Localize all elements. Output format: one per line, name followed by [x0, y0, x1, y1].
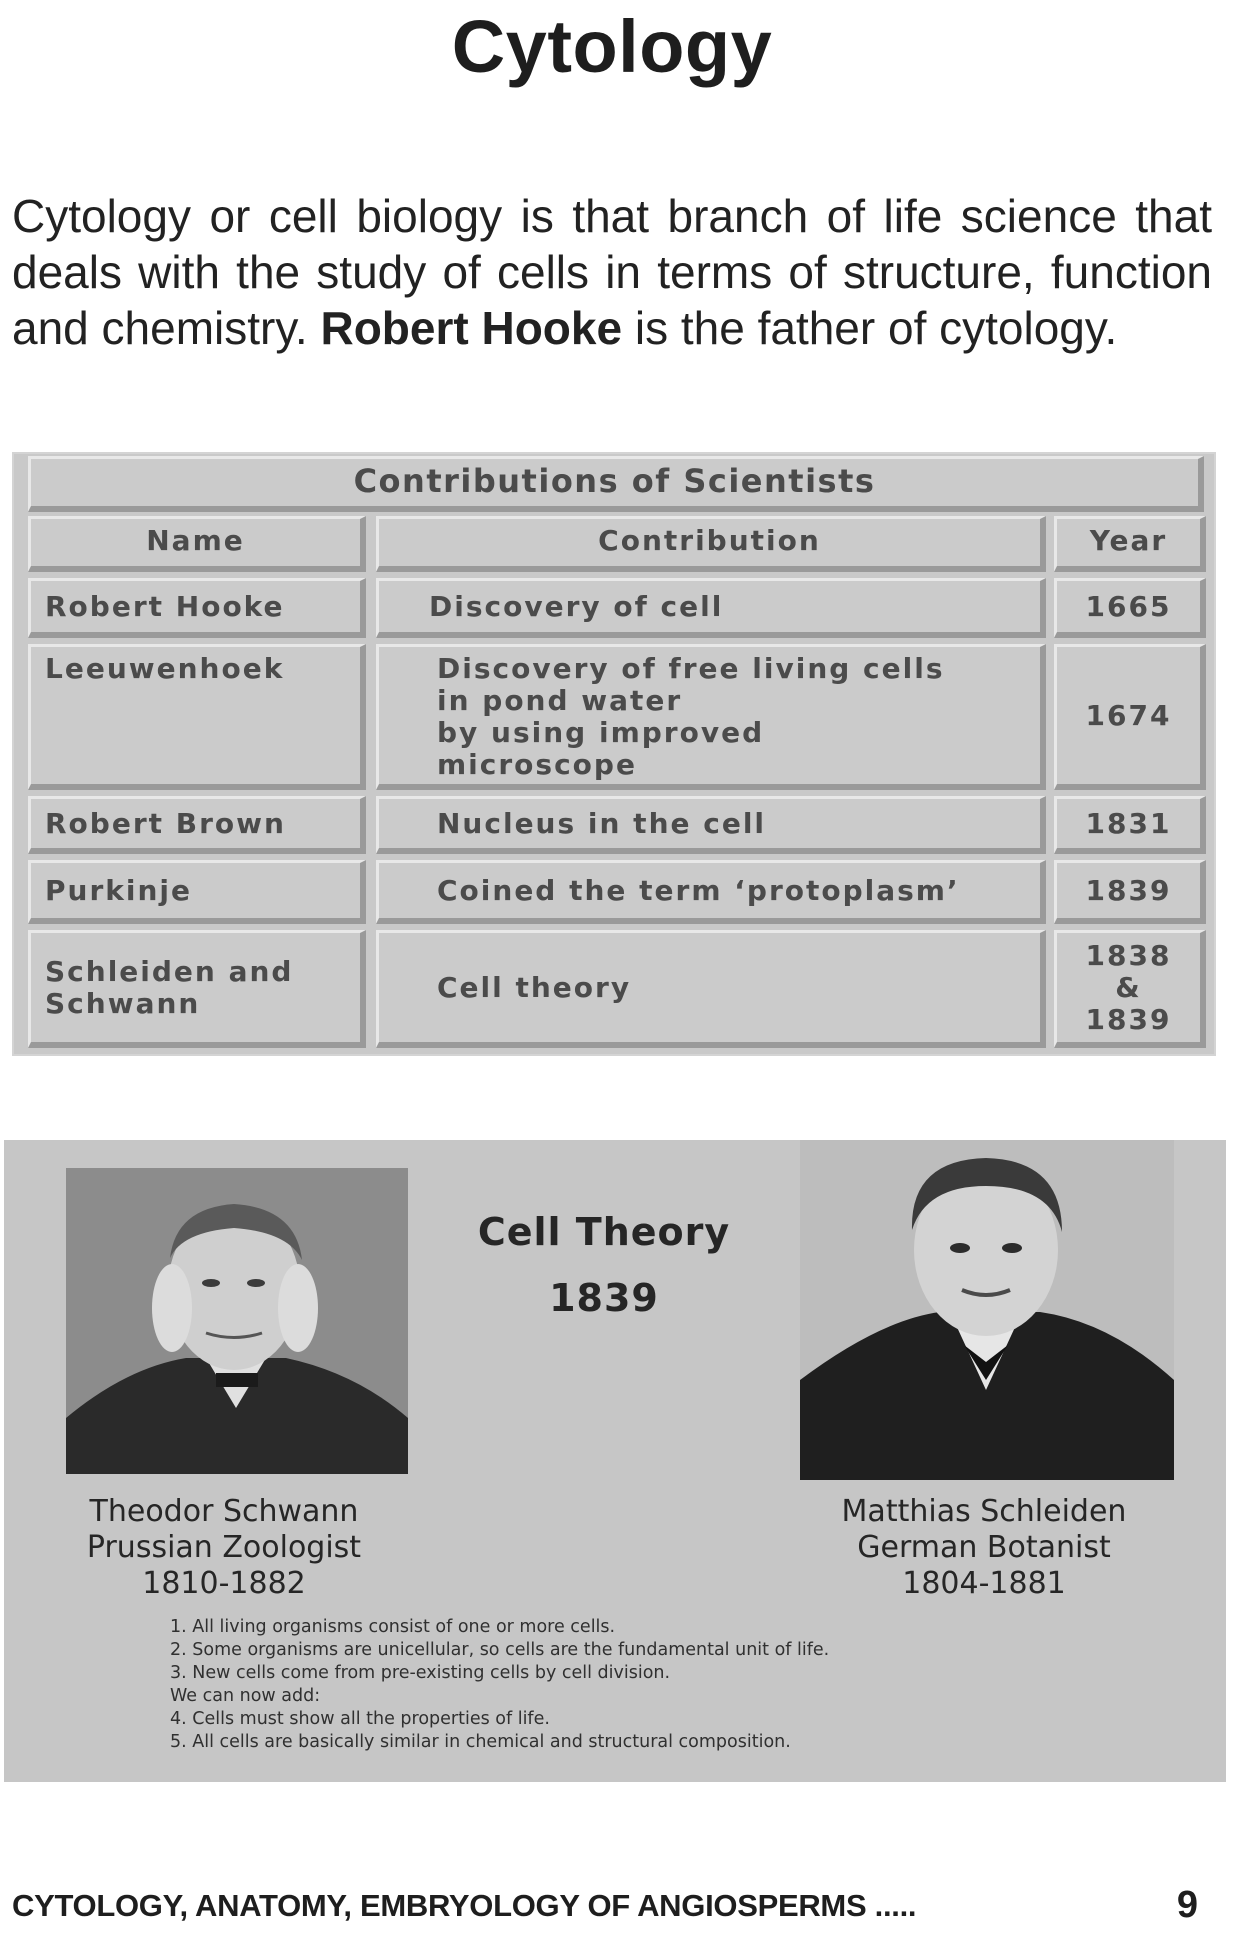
row-5-contribution [376, 930, 1046, 1048]
row-1-year [1054, 578, 1206, 638]
row-3-contribution-text: Nucleus in the cell [437, 806, 767, 840]
header-name: Name [28, 516, 366, 572]
row-5-name-text [45, 956, 346, 1020]
schleiden-dates: 1804-1881 [902, 1566, 1066, 1601]
schleiden-caption [794, 1494, 1174, 1602]
intro-text-1: Cytology or cell biology is that branch of life science that deals with the study of cells in terms of structure, function and chemistry. [12, 190, 1212, 354]
cell-theory-poster [4, 1140, 1226, 1782]
row-5-year-line-3: 1839 [1085, 1002, 1172, 1036]
row-3-year [1054, 796, 1206, 854]
schleiden-name: Matthias Schleiden [841, 1494, 1127, 1529]
intro-bold-name: Robert Hooke [320, 302, 623, 354]
row-2-year-text: 1674 [1085, 698, 1172, 732]
tenet-4: 4. Cells must show all the properties of life. [170, 1709, 550, 1729]
header-year: Year [1054, 516, 1206, 572]
row-4-name [28, 860, 366, 924]
row-1-contribution-text: Discovery of cell [429, 589, 724, 623]
table-title-text: Contributions of Scientists [353, 462, 876, 500]
cell-theory-tenets [170, 1616, 1090, 1754]
tenet-1: 1. All living organisms consist of one or more cells. [170, 1617, 616, 1637]
schwann-dates: 1810-1882 [142, 1566, 306, 1601]
row-2-name [28, 644, 366, 790]
row-4-name-text: Purkinje [45, 873, 193, 907]
row-3-name [28, 796, 366, 854]
row-5-year [1054, 930, 1206, 1048]
row-3-contribution [376, 796, 1046, 854]
schwann-caption [34, 1494, 414, 1602]
tenet-2: 2. Some organisms are unicellular, so cells are the fundamental unit of life. [170, 1640, 830, 1660]
row-5-year-line-1: 1838 [1085, 938, 1172, 972]
row-5-name-line-2: Schwann [45, 986, 201, 1020]
schwann-role: Prussian Zoologist [86, 1530, 362, 1565]
schleiden-role: German Botanist [857, 1530, 1111, 1565]
row-2-contribution [376, 644, 1046, 790]
tenet-3: 3. New cells come from pre-existing cells by cell division. [170, 1663, 671, 1683]
row-4-contribution [376, 860, 1046, 924]
row-3-year-text: 1831 [1085, 806, 1172, 840]
poster-title: Cell Theory [477, 1210, 731, 1254]
row-1-name-text: Robert Hooke [45, 589, 285, 623]
page-title: Cytology [451, 5, 773, 88]
row-2-contribution-line-1: Discovery of free living cells [437, 652, 945, 685]
tenet-addendum-label: We can now add: [170, 1686, 321, 1706]
row-4-contribution-text: Coined the term ‘protoplasm’ [437, 873, 960, 907]
row-5-contribution-text: Cell theory [437, 970, 632, 1004]
row-1-contribution [376, 578, 1046, 638]
row-2-contribution-line-3: by using improved [437, 716, 765, 749]
row-2-name-text: Leeuwenhoek [45, 652, 285, 685]
intro-paragraph [12, 188, 1212, 356]
row-4-year [1054, 860, 1206, 924]
schleiden-portrait-illustration [800, 1140, 1174, 1480]
schleiden-portrait [800, 1140, 1174, 1480]
tenet-5: 5. All cells are basically similar in chemical and structural composition. [170, 1732, 791, 1752]
page-number: 9 [1176, 1884, 1198, 1926]
row-2-year [1054, 644, 1206, 790]
contributions-table [12, 452, 1216, 1056]
row-4-year-text: 1839 [1085, 873, 1172, 907]
schwann-portrait [66, 1168, 408, 1474]
poster-year: 1839 [549, 1276, 659, 1320]
table-title [28, 456, 1204, 512]
row-5-name-line-1: Schleiden and [45, 954, 294, 988]
schwann-name: Theodor Schwann [89, 1494, 359, 1529]
row-2-contribution-line-4: microscope [437, 748, 637, 781]
row-3-name-text: Robert Brown [45, 806, 286, 840]
row-1-year-text: 1665 [1085, 589, 1172, 623]
footer-book-title: CYTOLOGY, ANATOMY, EMBRYOLOGY OF ANGIOSPERMS ..... [12, 1888, 917, 1923]
row-2-contribution-line-2: in pond water [437, 684, 683, 717]
header-contribution: Contribution [376, 516, 1046, 572]
row-5-year-text [1071, 940, 1186, 1036]
row-1-name [28, 578, 366, 638]
row-5-name [28, 930, 366, 1048]
intro-text-2: is the father of cytology. [622, 302, 1118, 354]
schwann-portrait-illustration [66, 1168, 408, 1474]
row-5-year-line-2: & [1115, 970, 1142, 1004]
